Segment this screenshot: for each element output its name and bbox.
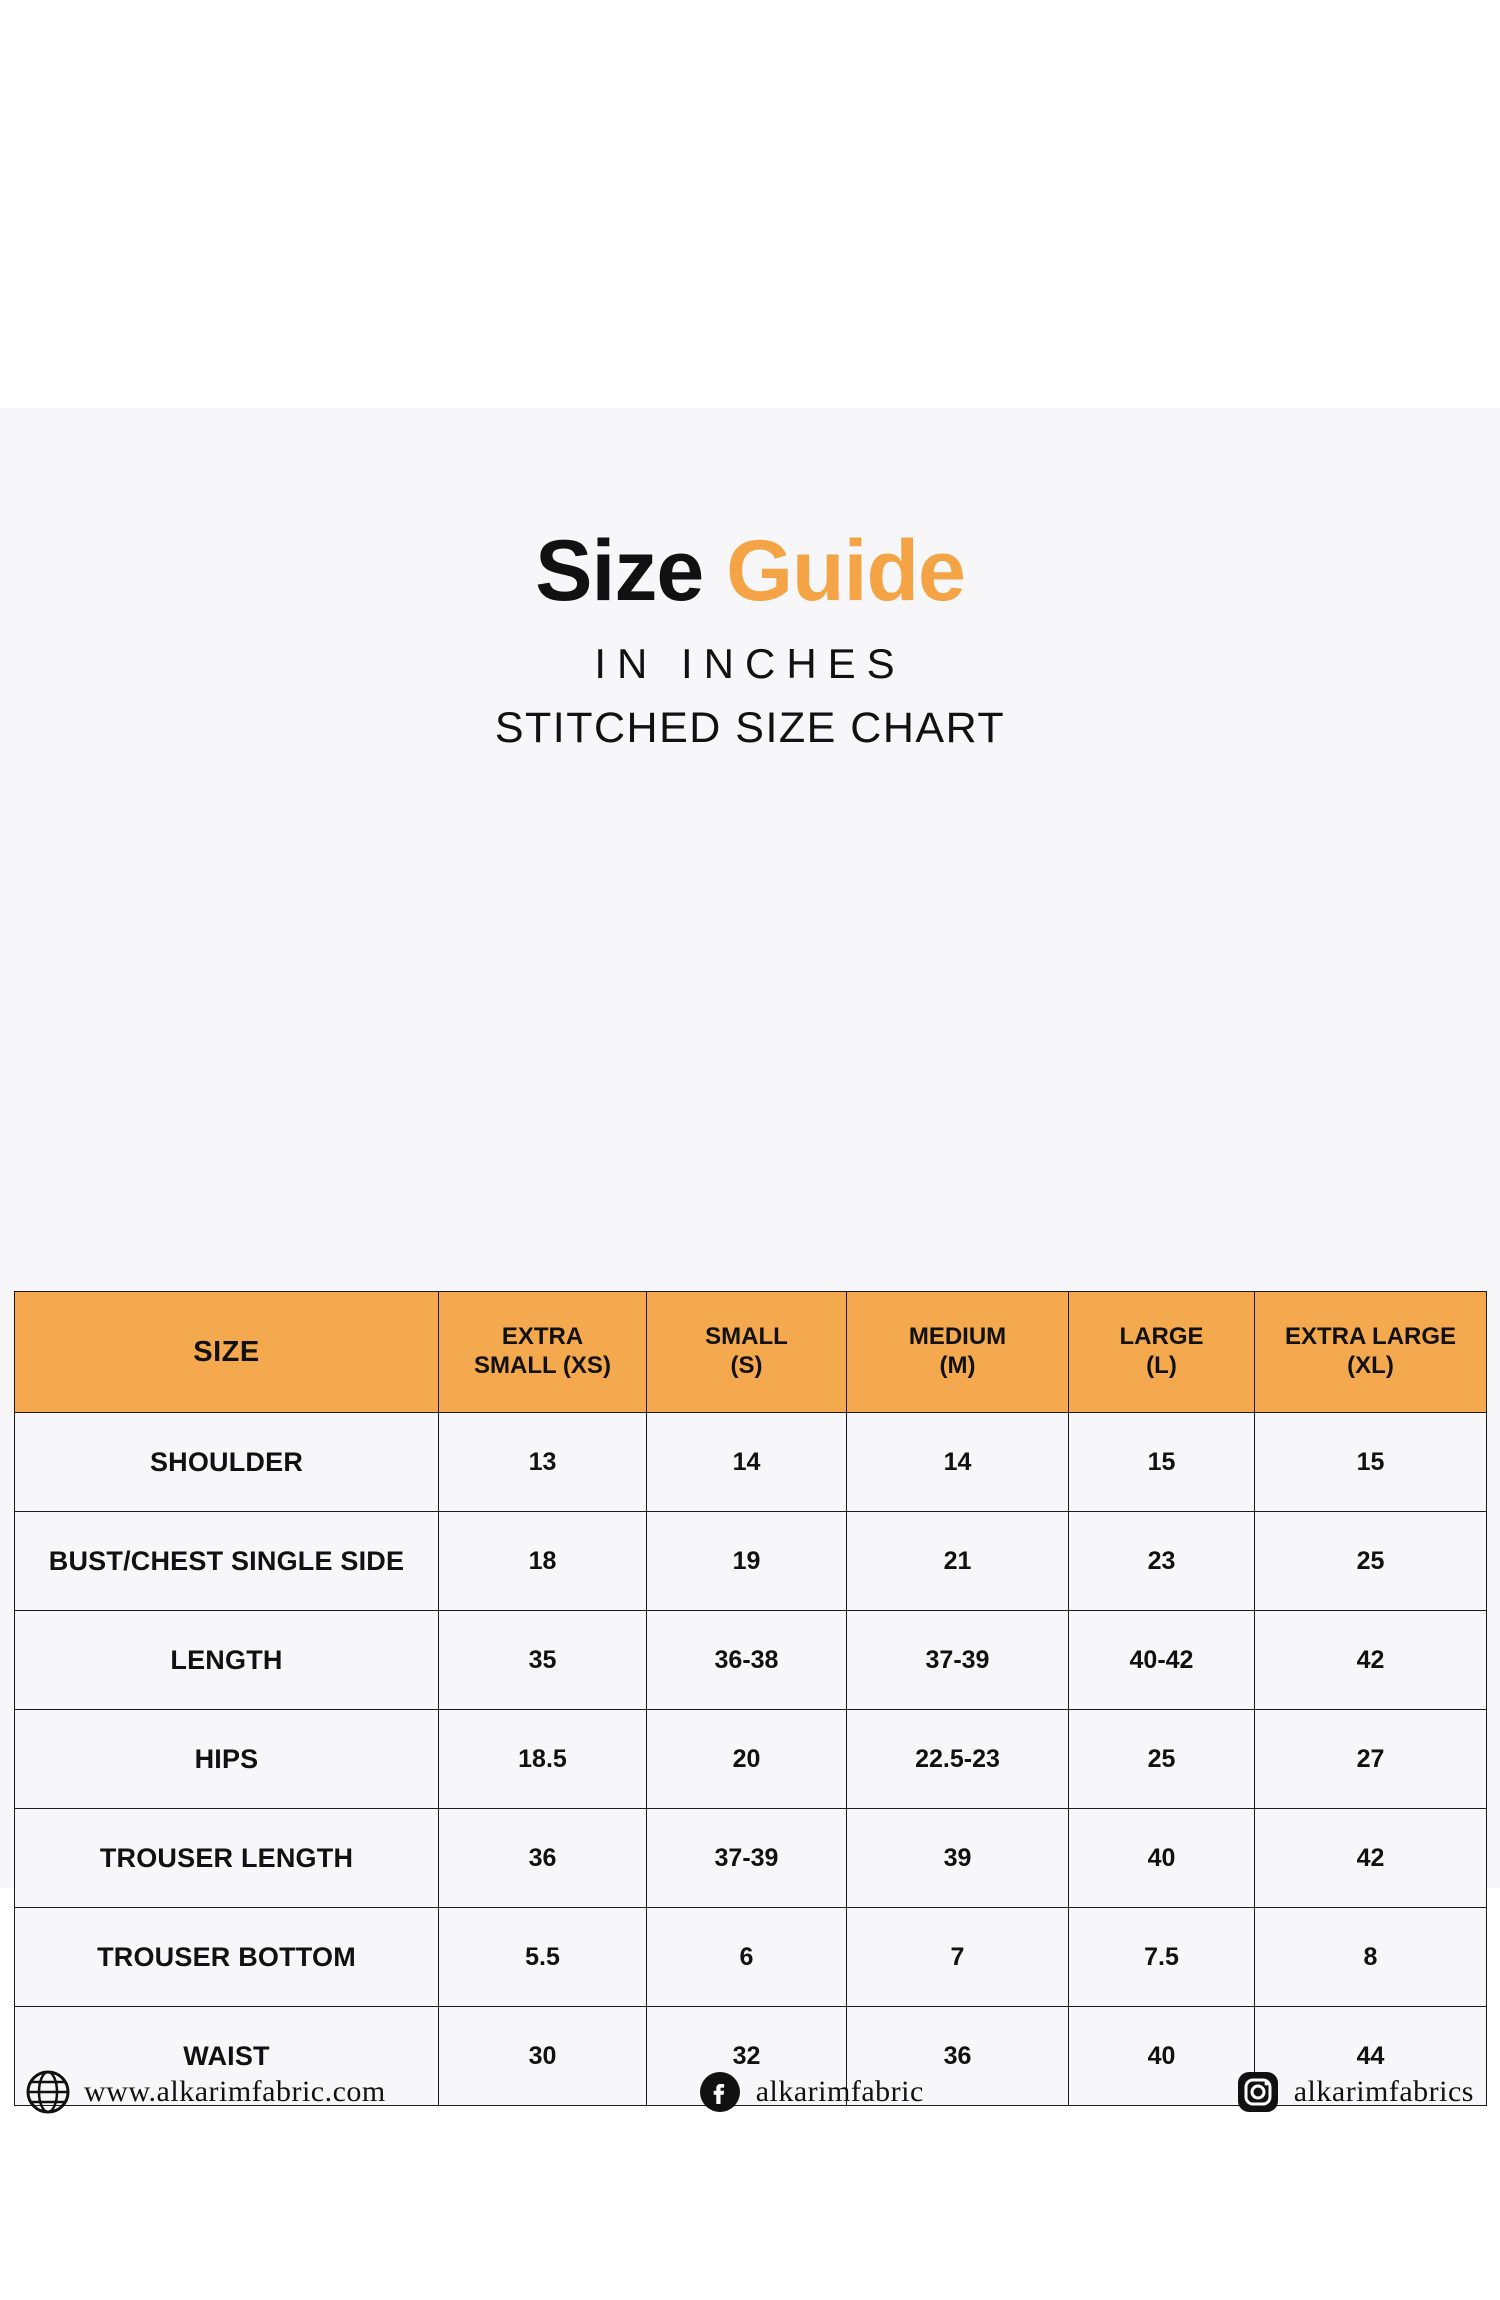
cell-value: 6 <box>647 1908 847 2007</box>
cell-value: 39 <box>847 1809 1069 1908</box>
cell-value: 14 <box>647 1413 847 1512</box>
table-row <box>15 1710 1487 1809</box>
cell-value: 36-38 <box>647 1611 847 1710</box>
cell-value: 15 <box>1069 1413 1255 1512</box>
cell-value: 7 <box>847 1908 1069 2007</box>
cell-value: 22.5-23 <box>847 1710 1069 1809</box>
col-header-s-line2: (S) <box>730 1352 763 1379</box>
globe-icon <box>26 2070 70 2114</box>
col-header-xl-line1: EXTRA LARGE <box>1284 1323 1457 1351</box>
col-header-xs-line2: SMALL (XS) <box>474 1352 611 1379</box>
cell-value: 44 <box>1255 2007 1487 2106</box>
row-label: LENGTH <box>15 1611 439 1710</box>
footer-contact-bar <box>0 2070 1500 2114</box>
cell-value: 35 <box>439 1611 647 1710</box>
row-label: SHOULDER <box>15 1413 439 1512</box>
row-label: BUST/CHEST SINGLE SIDE <box>15 1512 439 1611</box>
col-header-m-line1: MEDIUM <box>908 1323 1007 1351</box>
cell-value: 40-42 <box>1069 1611 1255 1710</box>
cell-value: 23 <box>1069 1512 1255 1611</box>
size-guide-card <box>0 408 1500 2108</box>
cell-value: 5.5 <box>439 1908 647 2007</box>
row-label: TROUSER LENGTH <box>15 1809 439 1908</box>
cell-value: 19 <box>647 1512 847 1611</box>
col-header-l <box>1069 1292 1255 1413</box>
cell-value: 21 <box>847 1512 1069 1611</box>
cell-value: 30 <box>439 2007 647 2106</box>
cell-value: 32 <box>647 2007 847 2106</box>
cell-value: 37-39 <box>847 1611 1069 1710</box>
footer-facebook-label: alkarimfabric <box>755 2075 924 2108</box>
instagram-icon <box>1236 2070 1280 2114</box>
title-part-guide: Guide <box>726 523 965 619</box>
subtitle-units: IN INCHES <box>594 640 906 687</box>
subtitle-chart-type: STITCHED SIZE CHART <box>494 704 1006 752</box>
page-title <box>0 523 1500 619</box>
col-header-size <box>15 1292 439 1413</box>
cell-value: 42 <box>1255 1611 1487 1710</box>
cell-value: 20 <box>647 1710 847 1809</box>
table-header-row <box>15 1292 1487 1413</box>
footer-website-label: www.alkarimfabric.com <box>84 2075 386 2108</box>
cell-value: 25 <box>1069 1710 1255 1809</box>
header-block <box>0 408 1500 753</box>
footer-facebook[interactable] <box>698 2070 924 2114</box>
table-body <box>15 1413 1487 2106</box>
cell-value: 40 <box>1069 2007 1255 2106</box>
table-header <box>15 1292 1487 1413</box>
col-header-s <box>647 1292 847 1413</box>
cell-value: 36 <box>847 2007 1069 2106</box>
col-header-m <box>847 1292 1069 1413</box>
cell-value: 13 <box>439 1413 647 1512</box>
cell-value: 40 <box>1069 1809 1255 1908</box>
size-chart-table-wrapper <box>14 1291 1486 2106</box>
col-header-l-line1: LARGE <box>1119 1323 1204 1351</box>
row-label: WAIST <box>15 2007 439 2106</box>
cell-value: 8 <box>1255 1908 1487 2007</box>
row-label: HIPS <box>15 1710 439 1809</box>
cell-value: 15 <box>1255 1413 1487 1512</box>
cell-value: 36 <box>439 1809 647 1908</box>
footer-instagram[interactable] <box>1236 2070 1474 2114</box>
cell-value: 18 <box>439 1512 647 1611</box>
row-label: TROUSER BOTTOM <box>15 1908 439 2007</box>
col-header-l-line2: (L) <box>1146 1352 1177 1379</box>
cell-value: 37-39 <box>647 1809 847 1908</box>
table-row <box>15 1611 1487 1710</box>
cell-value: 25 <box>1255 1512 1487 1611</box>
table-row <box>15 1512 1487 1611</box>
title-part-size: Size <box>535 523 704 619</box>
cell-value: 14 <box>847 1413 1069 1512</box>
cell-value: 18.5 <box>439 1710 647 1809</box>
footer-website[interactable] <box>26 2070 386 2114</box>
col-header-xl <box>1255 1292 1487 1413</box>
facebook-icon <box>698 2070 742 2114</box>
footer-instagram-label: alkarimfabrics <box>1293 2075 1474 2108</box>
size-chart-table <box>14 1291 1487 2106</box>
cell-value: 7.5 <box>1069 1908 1255 2007</box>
col-header-xs-line1: EXTRA <box>501 1323 584 1351</box>
table-row <box>15 1809 1487 1908</box>
cell-value: 27 <box>1255 1710 1487 1809</box>
col-header-size-label: SIZE <box>193 1335 260 1368</box>
table-row <box>15 1908 1487 2007</box>
table-row <box>15 1413 1487 1512</box>
col-header-xs <box>439 1292 647 1413</box>
cell-value: 42 <box>1255 1809 1487 1908</box>
col-header-m-line2: (M) <box>939 1352 976 1379</box>
col-header-s-line1: SMALL <box>705 1323 788 1351</box>
col-header-xl-line2: (XL) <box>1347 1352 1394 1379</box>
